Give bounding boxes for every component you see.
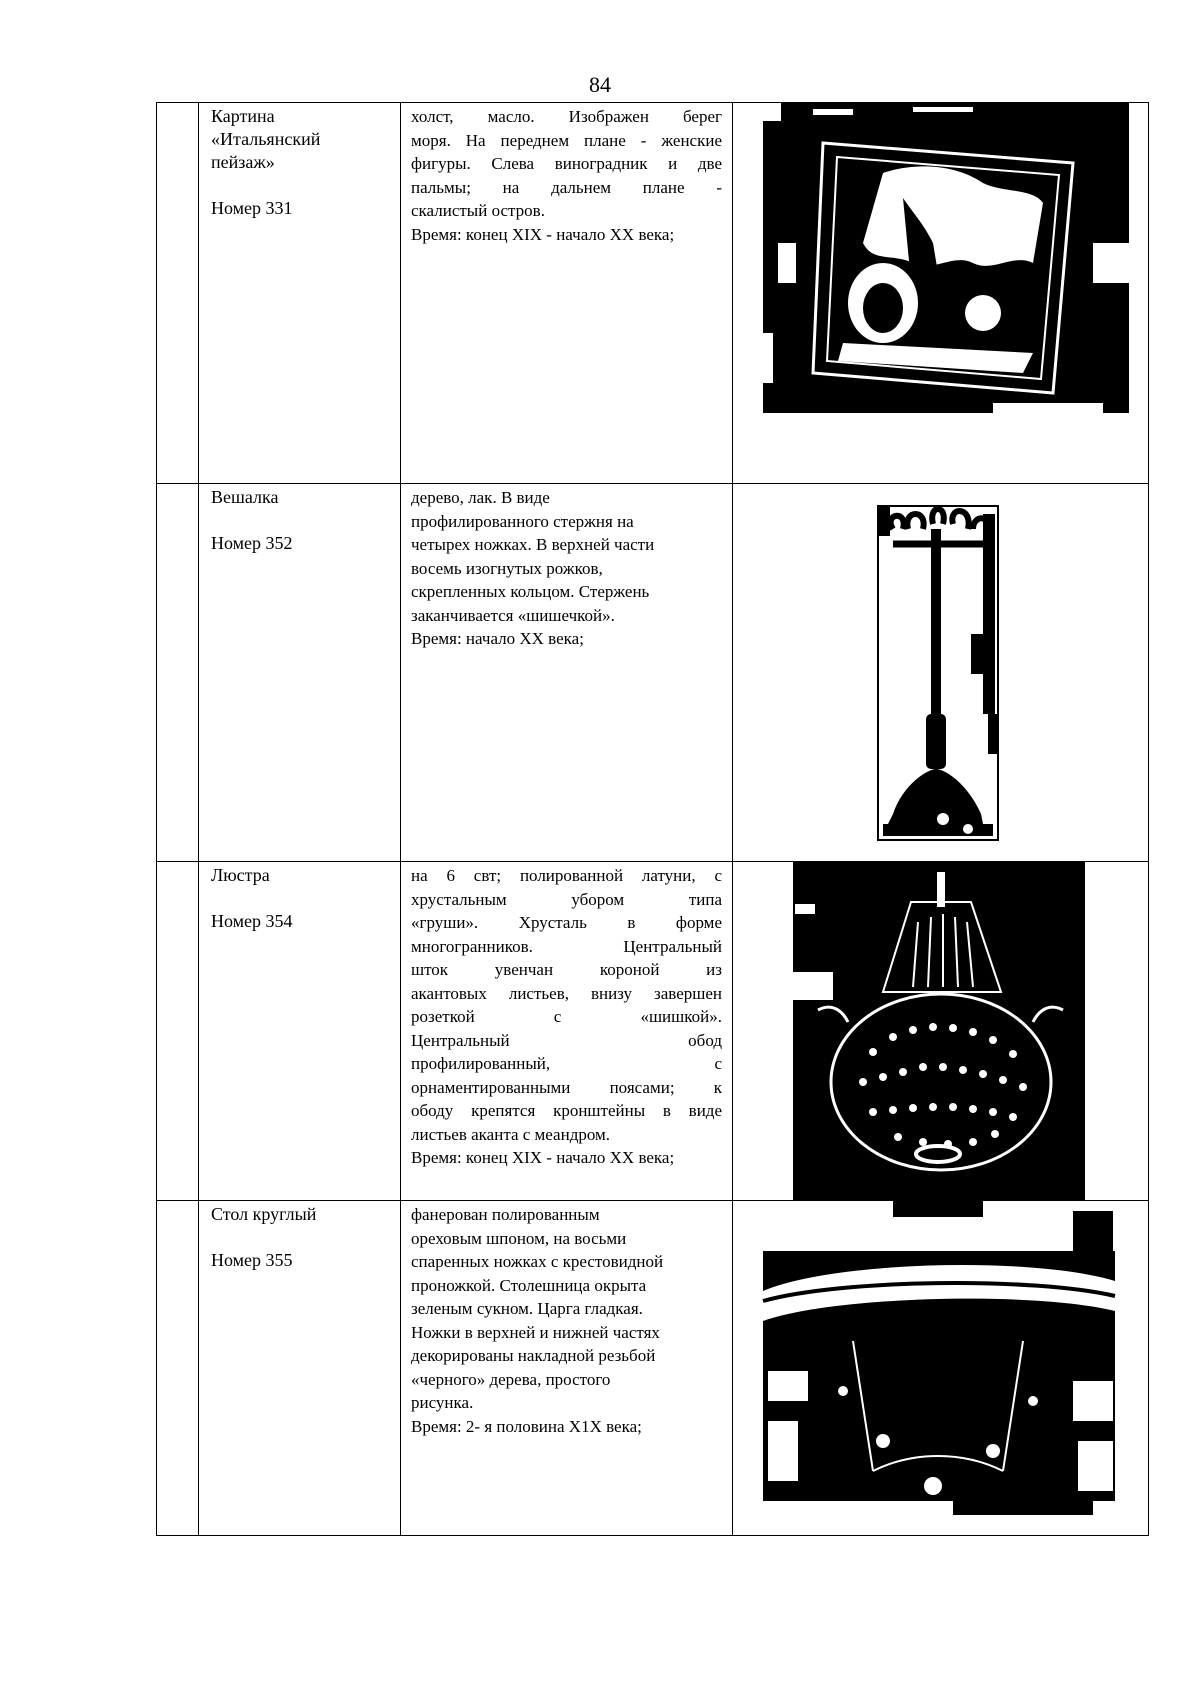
item-number: Номер 331 xyxy=(211,198,293,218)
description-line: Время: начало XX века; xyxy=(411,629,584,648)
description-line: Время: 2- я половина Х1Х века; xyxy=(411,1416,642,1436)
item-description-cell xyxy=(401,484,733,862)
item-image-cell xyxy=(733,484,1149,862)
description-line: дерево, лак. В виде xyxy=(411,488,550,507)
description-line: Время: конец XIX - начало XX века; xyxy=(411,1148,675,1167)
description-line: фигуры. Слева виноградник и две xyxy=(411,154,722,173)
description-line: спаренных ножках с крестовидной xyxy=(411,1252,664,1271)
description-line: шток увенчан короной из xyxy=(411,960,722,979)
table-row xyxy=(157,862,1149,1201)
description-line: восемь изогнутых рожков, xyxy=(411,558,603,578)
description-line: моря. На переднем плане - женские xyxy=(411,130,722,150)
painting-image xyxy=(733,103,1149,483)
description-line: профилированного стержня на xyxy=(411,511,634,531)
description-line: Время: конец XIX - начало XX века; xyxy=(411,224,675,244)
item-name-cell xyxy=(199,1201,401,1536)
description-line: ободу крепятся кронштейны в виде xyxy=(411,1101,722,1120)
description-line: фанерован полированным xyxy=(411,1205,600,1224)
item-image-cell xyxy=(733,862,1149,1201)
description-line: на 6 свт; полированной латуни, с xyxy=(411,866,722,885)
description-line: заканчивается «шишечкой». xyxy=(411,605,615,625)
chandelier-image xyxy=(733,862,1149,1200)
description-line: листьев аканта с меандром. xyxy=(411,1124,611,1144)
description-line: холст, масло. Изображен берег xyxy=(411,107,722,126)
description-line: декорированы накладной резьбой xyxy=(411,1346,656,1365)
item-description-cell xyxy=(401,1201,733,1536)
description-line: многогранников. Центральный xyxy=(411,936,722,956)
description-line: четырех ножках. В верхней части xyxy=(411,535,655,554)
description-line: проножкой. Столешница окрыта xyxy=(411,1275,647,1295)
item-name-cell xyxy=(199,103,401,484)
description-line: Ножки в верхней и нижней частях xyxy=(411,1322,660,1342)
item-name-line: Стол круглый xyxy=(211,1204,317,1224)
item-number: Номер 352 xyxy=(211,533,293,553)
item-image-cell xyxy=(733,1201,1149,1536)
item-image-cell xyxy=(733,103,1149,484)
item-name-cell xyxy=(199,862,401,1201)
description-line: рисунка. xyxy=(411,1393,474,1412)
description-line: зеленым сукном. Царга гладкая. xyxy=(411,1299,643,1318)
description-line: ореховым шпоном, на восьми xyxy=(411,1228,627,1248)
catalog-table xyxy=(156,102,1149,1536)
item-description-cell xyxy=(401,103,733,484)
description-line: «черного» дерева, простого xyxy=(411,1369,611,1389)
description-line: скрепленных кольцом. Стержень xyxy=(411,582,650,601)
index-cell xyxy=(157,1201,199,1536)
item-description-cell xyxy=(401,862,733,1201)
index-cell xyxy=(157,484,199,862)
description-line: скалистый остров. xyxy=(411,201,545,220)
coat-rack-image xyxy=(733,484,1149,861)
item-name-line: Вешалка xyxy=(211,487,279,507)
item-name-cell xyxy=(199,484,401,862)
description-line: профилированный, с xyxy=(411,1054,722,1073)
table-row xyxy=(157,484,1149,862)
description-line: пальмы; на дальнем плане - xyxy=(411,177,722,197)
item-name-line: пейзаж» xyxy=(211,152,275,172)
item-number: Номер 355 xyxy=(211,1250,293,1270)
description-line: хрустальным убором типа xyxy=(411,889,722,909)
item-name-line: «Итальянский xyxy=(211,129,321,149)
table-row xyxy=(157,1201,1149,1536)
description-line: акантовых листьев, внизу завершен xyxy=(411,983,722,1003)
item-name-line: Люстра xyxy=(211,865,270,885)
round-table-image xyxy=(733,1201,1149,1535)
description-line: «груши». Хрусталь в форме xyxy=(411,913,722,932)
item-name-line: Картина xyxy=(211,106,275,126)
index-cell xyxy=(157,103,199,484)
description-line: розеткой с «шишкой». xyxy=(411,1007,722,1026)
page-number: 84 xyxy=(589,72,611,97)
index-cell xyxy=(157,862,199,1201)
description-line: Центральный обод xyxy=(411,1030,722,1050)
description-line: орнаментированными поясами; к xyxy=(411,1077,722,1097)
item-number: Номер 354 xyxy=(211,911,293,931)
table-row xyxy=(157,103,1149,484)
